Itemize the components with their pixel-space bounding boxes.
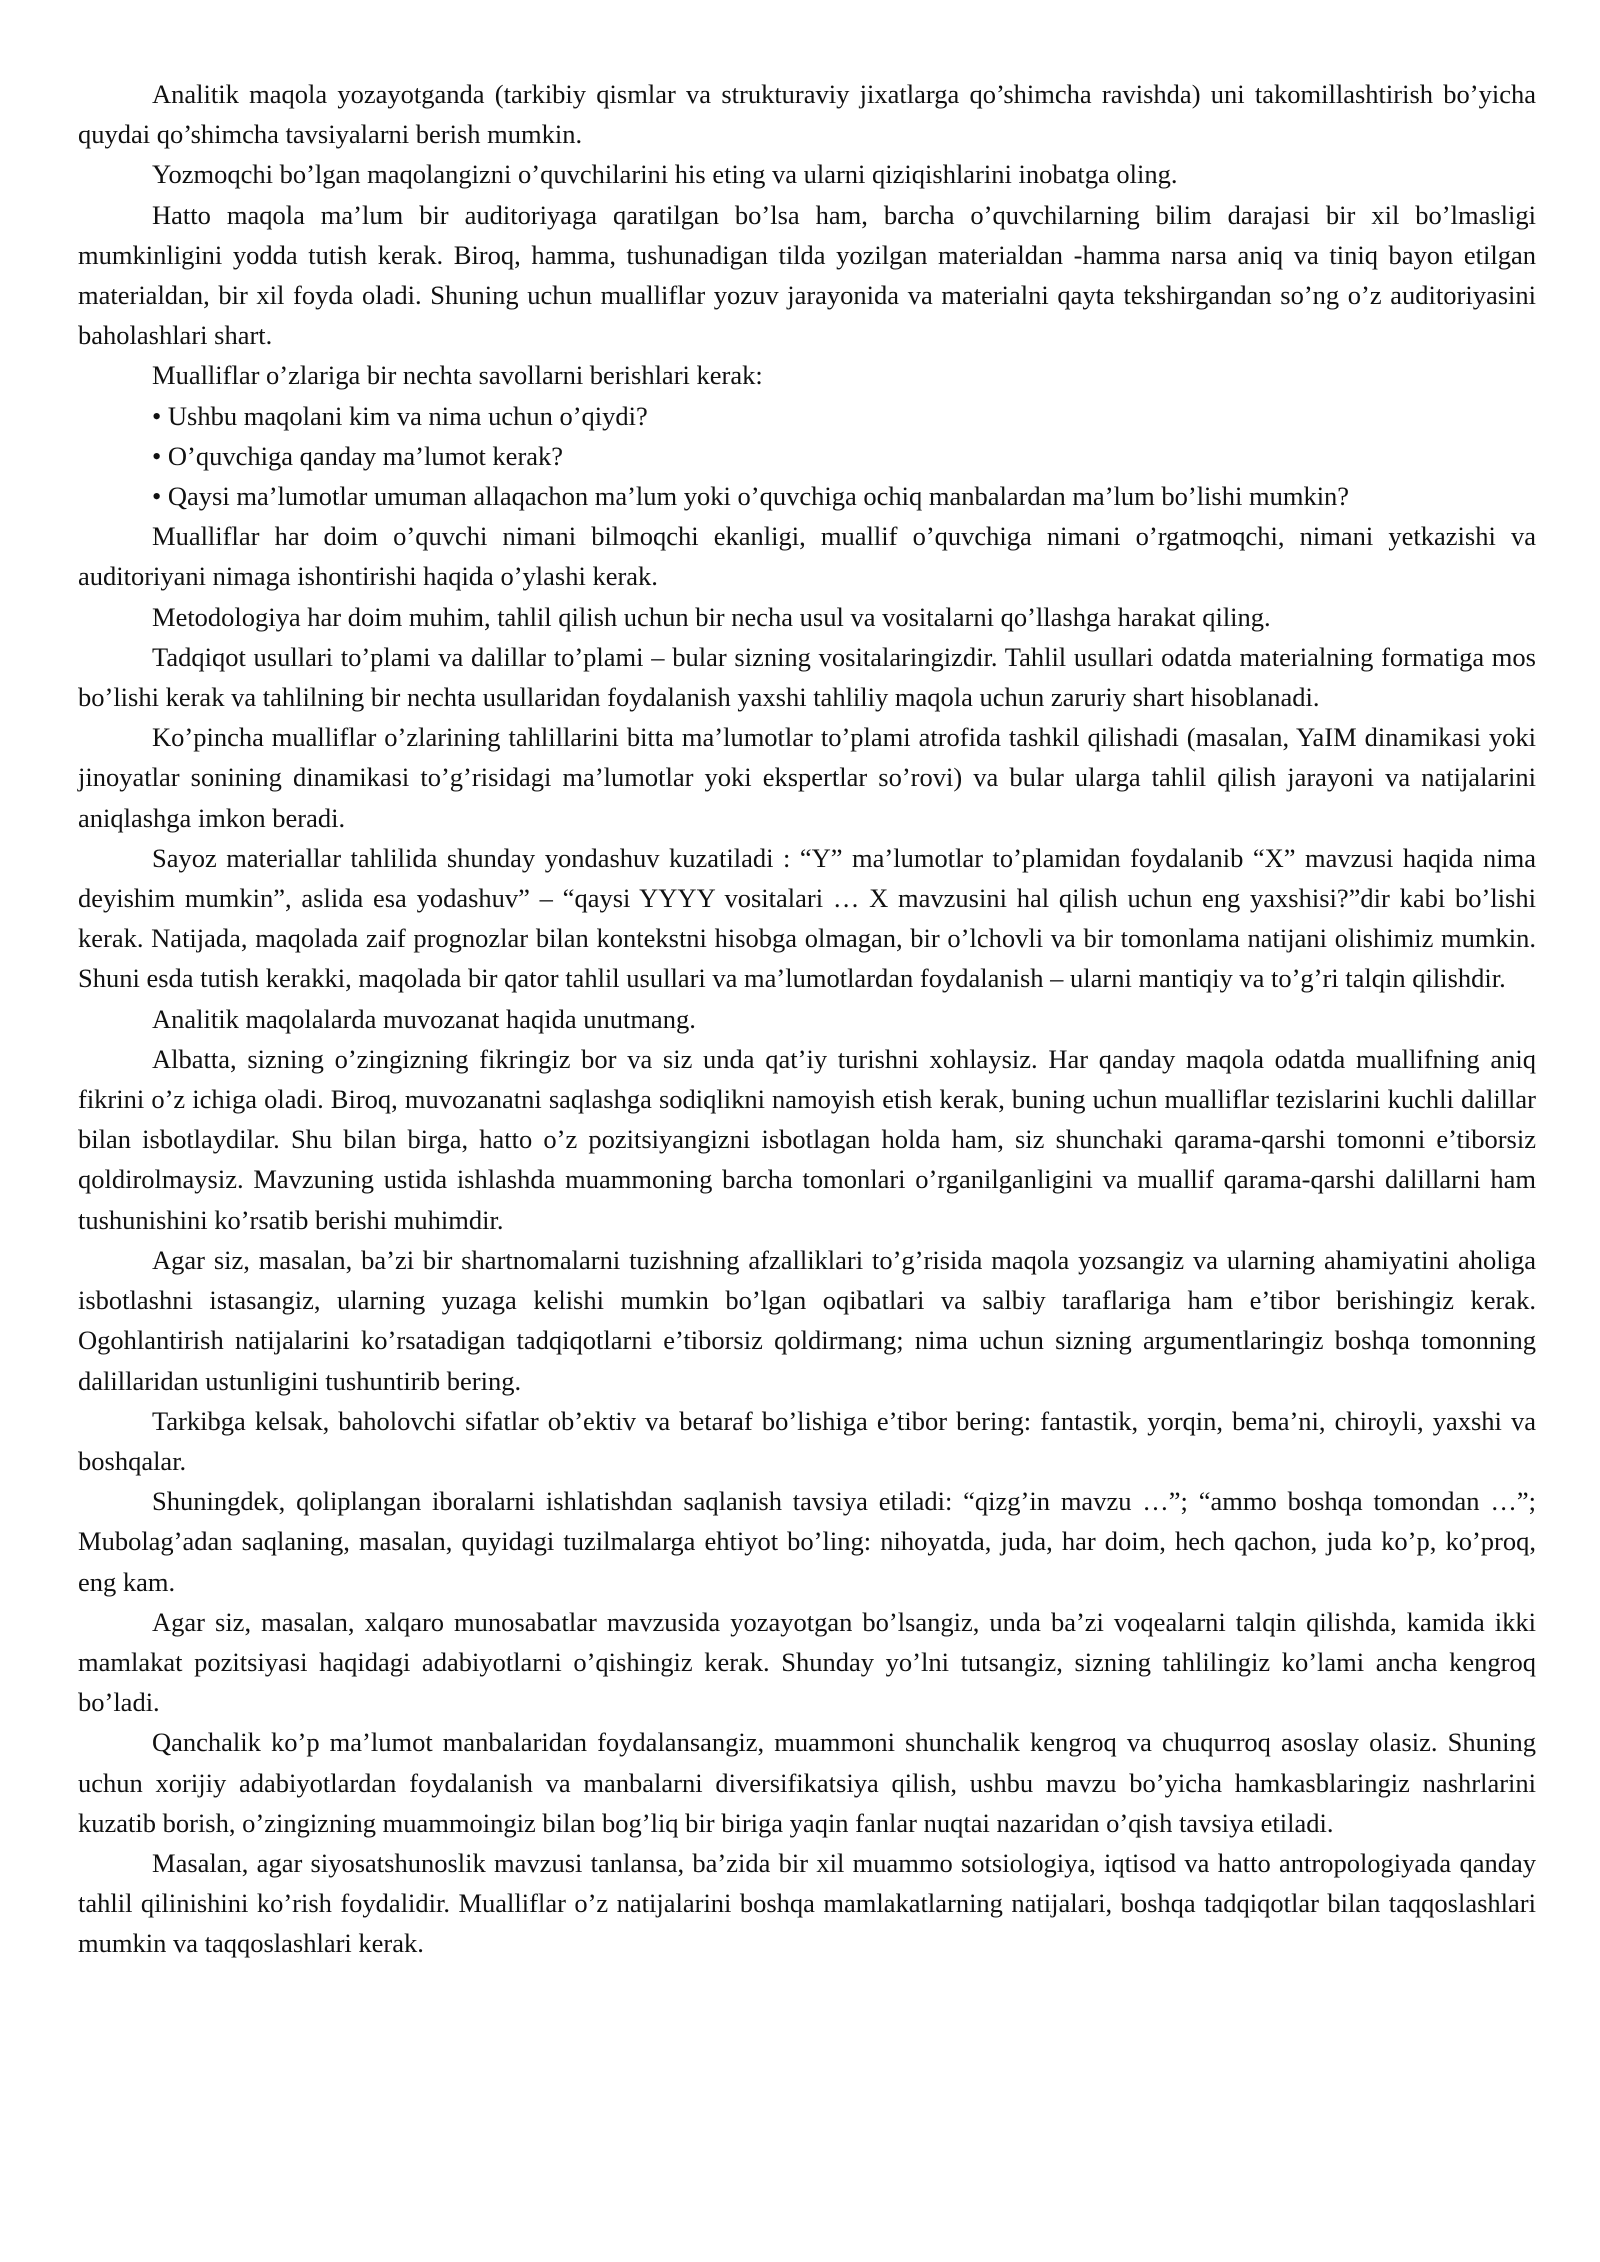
paragraph: Mualliflar har doim o’quvchi nimani bilmoqchi ekanligi, muallif o’quvchiga nimani o’rgatmoqchi, nimani yetkazishi va auditoriyani nimaga ishontirishi haqida o’ylashi kerak. <box>78 521 1536 592</box>
paragraph: Agar siz, masalan, xalqaro munosabatlar mavzusida yozayotgan bo’lsangiz, unda ba’zi voqealarni talqin qilishda, kamida ikki mamlakat pozitsiyasi haqidagi adabiyotlarni o’qishingiz kerak. Shunday yo’lni tutsangiz, sizning tahlilingiz ko’lami ancha kengroq bo’ladi. <box>78 1606 1536 1718</box>
paragraph: Shuningdek, qoliplangan iboralarni ishlatishdan saqlanish tavsiya etiladi: “qizg’in mavzu …”; “ammo boshqa tomondan …”; Mubolag’adan saqlaning, masalan, quyidagi tuzilmalarga ehtiyot bo’ling: nihoyatda, juda, har doim, hech qachon, juda ko’p, ko’proq, eng kam. <box>78 1486 1536 1597</box>
paragraph: Masalan, agar siyosatshunoslik mavzusi tanlansa, ba’zida bir xil muammo sotsiologiya, iqtisod va hatto antropologiyada qanday tahlil qilinishini ko’rish foydalidir. Mualliflar o’z natijalarini boshqa mamlakatlarning natijalari, boshqa tadqiqotlar bilan taqqoslashlari mumkin va taqqoslashlari kerak. <box>78 1847 1536 1959</box>
paragraph: Agar siz, masalan, ba’zi bir shartnomalarni tuzishning afzalliklari to’g’risida maqola yozsangiz va ularning ahamiyatini aholiga isbotlashni istasangiz, ularning yuzaga kelishi mumkin bo’lgan oqibatlari va salbiy taraflariga ham e’tibor berishingiz kerak. Ogohlantirish natijalarini ko’rsatadigan tadqiqotlarni e’tiborsiz qoldirmang; nima uchun sizning argumentlaringiz boshqa tomonning dalillaridan ustunligini tushuntirib bering. <box>78 1244 1536 1396</box>
bullet-item: • O’quvchiga qanday ma’lumot kerak? <box>152 440 564 471</box>
paragraph: Hatto maqola ma’lum bir auditoriyaga qaratilgan bo’lsa ham, barcha o’quvchilarning bilim darajasi bir xil bo’lmasligi mumkinligini yodda tutish kerak. Biroq, hamma, tushunadigan tilda yozilgan materialdan -hamma narsa aniq va tiniq bayon etilgan materialdan, bir xil foyda oladi. Shuning uchun mualliflar yozuv jarayonida va materialni qayta tekshirgandan so’ng o’z auditoriyasini baholashlari shart. <box>78 199 1536 351</box>
paragraph: Tarkibga kelsak, baholovchi sifatlar ob’ektiv va betaraf bo’lishiga e’tibor bering: fantastik, yorqin, bema’ni, chiroyli, yaxshi va boshqalar. <box>78 1405 1536 1476</box>
paragraph: Qanchalik ko’p ma’lumot manbalaridan foydalansangiz, muammoni shunchalik kengroq va chuqurroq asoslay olasiz. Shuning uchun xorijiy adabiyotlardan foydalanish va manbalarni diversifikatsiya qilish, ushbu mavzu bo’yicha hamkasblaringiz nashrlarini kuzatib borish, o’zingizning muammoingiz bilan bog’liq bir biriga yaqin fanlar nuqtai nazaridan o’qish tavsiya etiladi. <box>78 1727 1536 1838</box>
paragraph: Albatta, sizning o’zingizning fikringiz bor va siz unda qat’iy turishni xohlaysiz. Har qanday maqola odatda muallifning aniq fikrini o’z ichiga oladi. Biroq, muvozanatni saqlashga sodiqlikni namoyish etish kerak, buning uchun mualliflar tezislarini kuchli dalillar bilan isbotlaydilar. Shu bilan birga, hatto o’z pozitsiyangizni isbotlagan holda ham, siz shunchaki qarama-qarshi tomonni e’tiborsiz qoldirolmaysiz. Mavzuning ustida ishlashda muammoning barcha tomonlari o’rganilganligini va muallif qarama-qarshi dalillarni ham tushunishini ko’rsatib berishi muhimdir. <box>78 1043 1536 1235</box>
paragraph: Ko’pincha mualliflar o’zlarining tahlillarini bitta ma’lumotlar to’plami atrofida tashkil qilishadi (masalan, YaIM dinamikasi yoki jinoyatlar sonining dinamikasi to’g’risidagi ma’lumotlar yoki ekspertlar so’rovi) va bular ularga tahlil qilish jarayoni va natijalarini aniqlashga imkon beradi. <box>78 722 1536 833</box>
paragraph: Analitik maqola yozayotganda (tarkibiy qismlar va strukturaviy jixatlarga qo’shimcha ravishda) uni takomillashtirish bo’yicha quydai qo’shimcha tavsiyalarni berish mumkin. <box>78 79 1536 150</box>
paragraph: Metodologiya har doim muhim, tahlil qilish uchun bir necha usul va vositalarni qo’llashga harakat qiling. <box>152 601 1271 632</box>
paragraph: Analitik maqolalarda muvozanat haqida unutmang. <box>152 1003 696 1034</box>
paragraph: Sayoz materiallar tahlilida shunday yondashuv kuzatiladi : “Y” ma’lumotlar to’plamidan foydalanib “X” mavzusi haqida nima deyishim mumkin”, aslida esa yodashuv” – “qaysi YYYY vositalari … X mavzusini hal qilish uchun eng yaxshisi?”dir kabi bo’lishi kerak. Natijada, maqolada zaif prognozlar bilan kontekstni hisobga olmagan, bir o’lchovli va bir tomonlama natijani olishimiz mumkin. Shuni esda tutish kerakki, maqolada bir qator tahlil usullari va ma’lumotlardan foydalanish – ularni mantiqiy va to’g’ri talqin qilishdir. <box>78 842 1536 994</box>
paragraph: Mualliflar o’zlariga bir nechta savollarni berishlari kerak: <box>152 360 763 391</box>
paragraph: Tadqiqot usullari to’plami va dalillar to’plami – bular sizning vositalaringizdir. Tahlil usullari odatda materialning formatiga mos bo’lishi kerak va tahlilning bir nechta usullaridan foydalanish yaxshi tahliliy maqola uchun zaruriy shart hisoblanadi. <box>78 641 1536 713</box>
paragraph: Yozmoqchi bo’lgan maqolangizni o’quvchilarini his eting va ularni qiziqishlarini inobatga oling. <box>152 159 1178 190</box>
bullet-item: • Ushbu maqolani kim va nima uchun o’qiydi? <box>152 400 648 431</box>
bullet-item: • Qaysi ma’lumotlar umuman allaqachon ma’lum yoki o’quvchiga ochiq manbalardan ma’lum bo’lishi mumkin? <box>152 481 1350 512</box>
document-body <box>78 74 1536 1964</box>
